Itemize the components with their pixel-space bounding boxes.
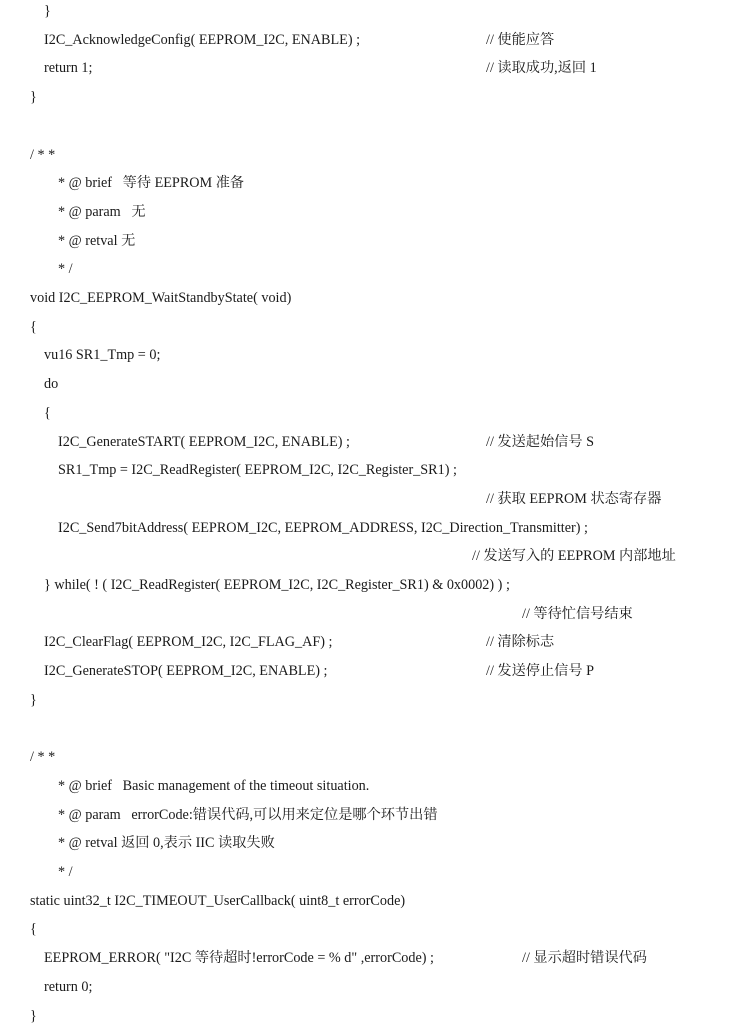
code-comment: // 发送起始信号 S [486, 433, 594, 450]
code-line [0, 513, 739, 543]
code-line [0, 53, 739, 83]
code-line [0, 197, 739, 227]
code-line [0, 312, 739, 342]
code-comment: // 获取 EEPROM 状态寄存器 [486, 490, 662, 507]
code-comment: // 读取成功,返回 1 [486, 60, 597, 77]
code-line [0, 972, 739, 1002]
code-text: vu16 SR1_Tmp = 0; [44, 347, 161, 364]
code-text: / * * [30, 749, 56, 766]
code-line [0, 25, 739, 55]
code-line [0, 455, 739, 485]
code-line [0, 541, 739, 571]
code-text: / * * [30, 146, 56, 163]
code-line [0, 1001, 739, 1031]
code-line [0, 0, 739, 26]
code-line [0, 742, 739, 772]
code-line [0, 886, 739, 916]
code-line [0, 254, 739, 284]
code-line [0, 914, 739, 944]
code-line [0, 800, 739, 830]
code-line [0, 599, 739, 629]
code-line [0, 111, 739, 141]
code-comment: // 清除标志 [486, 634, 555, 651]
code-text: } while( ! ( I2C_ReadRegister( EEPROM_I2C, I2C_Register_SR1) & 0x0002) ) ; [44, 577, 510, 593]
code-text: * @ retval 返回 0,表示 IIC 读取失败 [58, 835, 275, 852]
code-text: { [44, 404, 51, 421]
code-text: I2C_ClearFlag( EEPROM_I2C, I2C_FLAG_AF) ; [44, 634, 333, 651]
code-text: I2C_Send7bitAddress( EEPROM_I2C, EEPROM_ADDRESS, I2C_Direction_Transmitter) ; [58, 519, 588, 536]
code-text: * @ brief Basic management of the timeout situation. [58, 777, 370, 794]
code-line [0, 627, 739, 657]
code-line [0, 857, 739, 887]
code-text: SR1_Tmp = I2C_ReadRegister( EEPROM_I2C, I2C_Register_SR1) ; [58, 462, 457, 479]
code-line [0, 828, 739, 858]
code-line [0, 369, 739, 399]
code-text: * @ param errorCode:错误代码,可以用来定位是哪个环节出错 [58, 806, 438, 823]
code-text: } [30, 1007, 37, 1024]
code-line [0, 226, 739, 256]
code-text: void I2C_EEPROM_WaitStandbyState( void) [30, 290, 292, 306]
code-comment: // 使能应答 [486, 31, 555, 48]
code-line [0, 771, 739, 801]
code-text: * @ brief 等待 EEPROM 准备 [58, 175, 245, 192]
code-line [0, 427, 739, 457]
code-text: return 1; [44, 60, 93, 77]
code-comment: // 显示超时错误代码 [522, 950, 647, 967]
code-text: I2C_GenerateSTART( EEPROM_I2C, ENABLE) ; [58, 433, 350, 450]
code-line [0, 398, 739, 428]
code-comment: // 发送停止信号 P [486, 663, 594, 680]
code-line [0, 943, 739, 973]
code-text: static uint32_t I2C_TIMEOUT_UserCallback( uint8_t errorCode) [30, 892, 406, 909]
code-text: } [30, 89, 37, 106]
code-line [0, 570, 739, 600]
code-text: return 0; [44, 978, 93, 995]
code-text: * @ param 无 [58, 203, 146, 220]
code-text: EEPROM_ERROR( "I2C 等待超时!errorCode = % d" ,errorCode) ; [44, 950, 434, 967]
code-line [0, 340, 739, 370]
code-text: { [30, 318, 37, 335]
code-line [0, 685, 739, 715]
code-line [0, 283, 739, 313]
code-text: do [44, 376, 59, 393]
code-line [0, 168, 739, 198]
code-text: I2C_GenerateSTOP( EEPROM_I2C, ENABLE) ; [44, 663, 328, 680]
code-line [0, 714, 739, 744]
code-line [0, 484, 739, 514]
code-text: * @ retval 无 [58, 232, 136, 249]
code-comment: // 等待忙信号结束 [522, 605, 633, 622]
code-text: { [30, 921, 37, 938]
code-text: * / [58, 261, 73, 278]
code-line [0, 82, 739, 112]
code-text: I2C_AcknowledgeConfig( EEPROM_I2C, ENABLE) ; [44, 31, 361, 48]
code-text: } [44, 3, 51, 19]
code-text: * / [58, 864, 73, 880]
code-line [0, 140, 739, 170]
code-line [0, 656, 739, 686]
code-text: } [30, 691, 37, 708]
code-comment: // 发送写入的 EEPROM 内部地址 [472, 548, 676, 565]
